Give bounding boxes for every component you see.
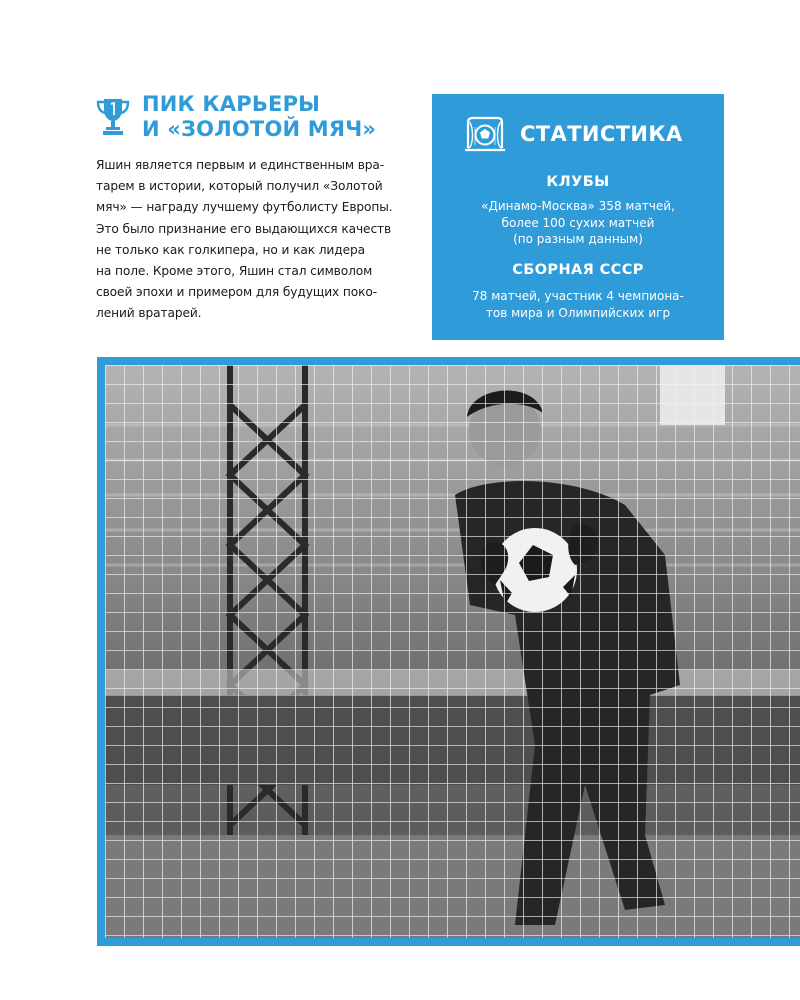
body-line: мяч» — награду лучшему футболисту Европы. <box>96 200 393 215</box>
trophy-icon <box>96 96 130 136</box>
clubs-line: (по разным данным) <box>513 232 643 246</box>
goal-ball-icon <box>464 114 506 154</box>
body-line: лений вратарей. <box>96 306 202 321</box>
goalkeeper-photo <box>105 365 800 938</box>
body-line: не только как голкипера, но и как лидера <box>96 242 365 257</box>
national-team-heading: СБОРНАЯ СССР <box>512 262 644 278</box>
career-heading-line: И «ЗОЛОТОЙ МЯЧ» <box>142 117 377 141</box>
career-heading-block <box>96 92 406 140</box>
stats-title: СТАТИСТИКА <box>520 122 683 146</box>
clubs-line: более 100 сухих матчей <box>501 215 655 230</box>
national-line: тов мира и Олимпийских игр <box>485 305 671 320</box>
clubs-heading: КЛУБЫ <box>546 174 610 190</box>
body-line: Это было признание его выдающихся качеств <box>96 221 392 236</box>
clubs-stats <box>432 198 724 248</box>
body-line: своей эпохи и примером для будущих поко- <box>96 285 378 300</box>
career-heading-line: ПИК КАРЬЕРЫ <box>142 92 321 116</box>
career-heading <box>142 92 376 142</box>
body-line: тарем в истории, который получил «Золотой <box>96 179 383 194</box>
body-line: на поле. Кроме этого, Яшин стал символом <box>96 264 373 279</box>
stats-box <box>432 94 724 340</box>
national-team-stats <box>432 288 724 321</box>
national-line: 78 матчей, участник 4 чемпиона- <box>472 289 684 303</box>
body-line: Яшин является первым и единственным вра- <box>96 158 385 172</box>
photo-frame <box>97 357 800 946</box>
clubs-line: «Динамо-Москва» 358 матчей, <box>481 199 675 213</box>
career-body-text <box>96 155 392 325</box>
